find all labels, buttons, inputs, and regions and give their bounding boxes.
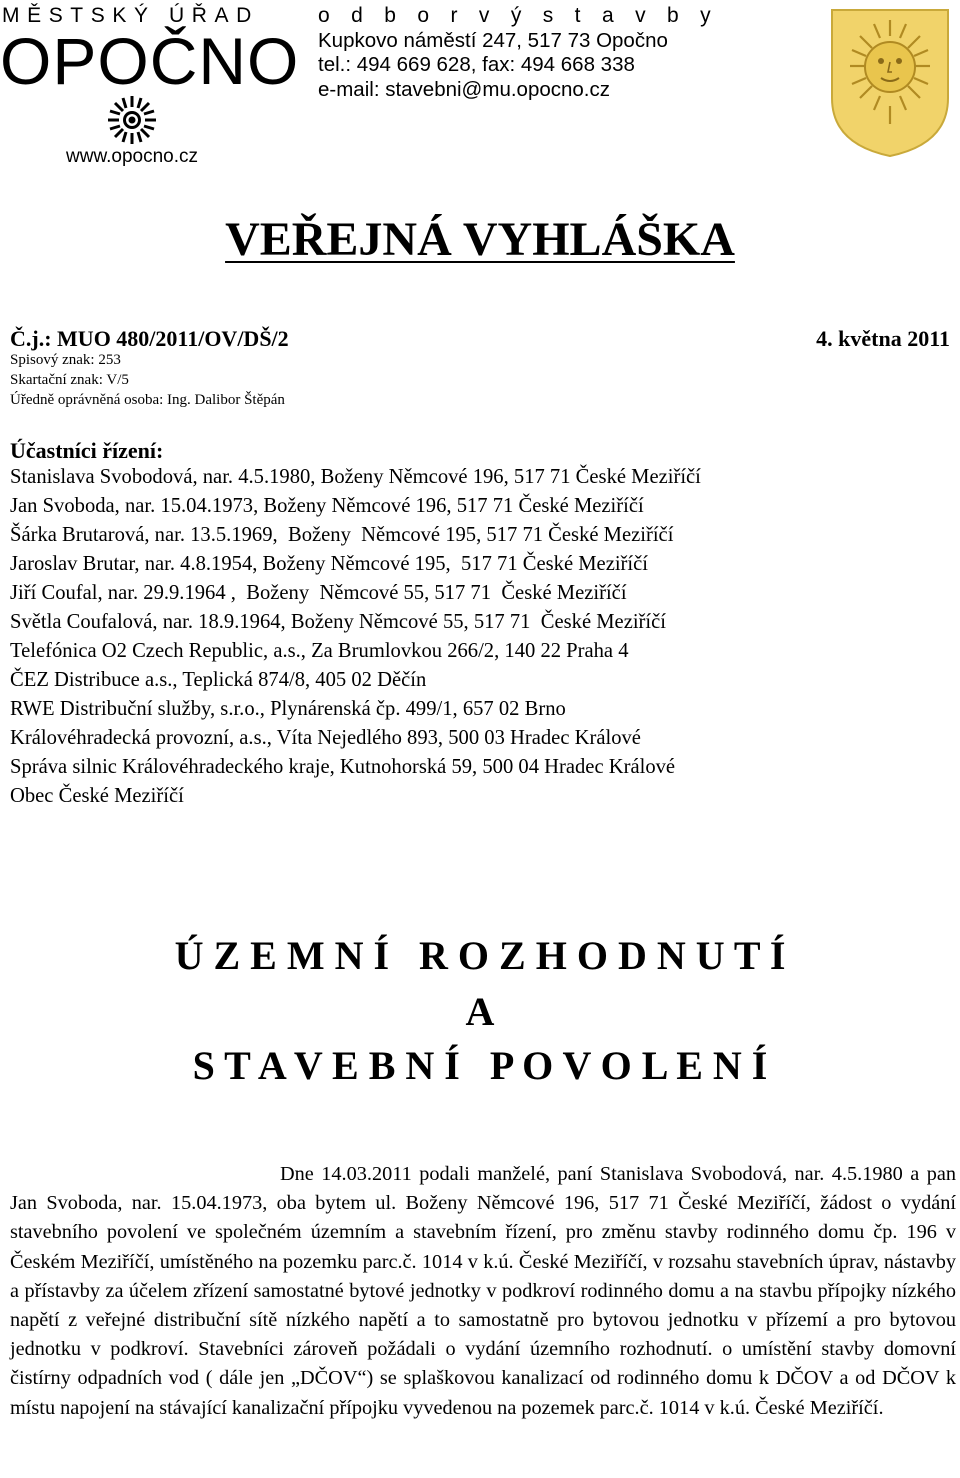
body-paragraph: Dne 14.03.2011 podali manželé, paní Stanislava Svobodová, nar. 4.5.1980 a pan Jan Svoboda, nar. 15.04.1973, oba bytem ul. Boženy Němcové 196, 517 71 České Meziříčí, žádost o vydání stavebního povolení ve společném územním a stavebním řízení, pro změnu stavby rodinného domu čp. 196 v Českém Meziříčí, umístěného na pozemku parc.č. 1014 v k.ú. České Meziříčí, v rozsahu stavebních úprav, nástavby a přístavby za účelem zřízení samostatné bytové jednotky v podkroví rodinného domu a na stavbu přípojky nízkého napětí z veřejné distribuční sítě nízkého napětí a to samostatně pro bytovou jednotku v přízemí a pro bytovou jednotku v podkroví. Stavebníci zároveň požádali o vydání územního rozhodnutí. o umístění stavby domovní čistírny odpadních vod ( dále jen „DČOV“) se splaškovou kanalizací od rodinného domu k DČOV a od DČOV k místu napojení na stávající kanalizační přípojku vyvedenou na pozemek parc.č. 1014 v k.ú. České Meziříčí. <box>10 1163 956 1419</box>
decision-title-line-1: Ú Z E M N Í R O Z H O D N U T Í <box>174 933 786 978</box>
participant-item: Telefónica O2 Czech Republic, a.s., Za Brumlovkou 266/2, 140 22 Praha 4 <box>10 640 629 662</box>
website-link[interactable]: www.opocno.cz <box>66 146 199 167</box>
coat-of-arms-icon <box>826 6 954 163</box>
decision-title-line-3: S T A V E B N Í P O V O L E N Í <box>192 1043 768 1088</box>
phone-fax: tel.: 494 669 628, fax: 494 668 338 <box>318 53 635 76</box>
email-address[interactable]: e-mail: stavebni@mu.opocno.cz <box>318 77 610 101</box>
office-name: MĚSTSKÝ ÚŘAD <box>2 4 259 27</box>
participant-item: Správa silnic Královéhradeckého kraje, Kutnohorská 59, 500 04 Hradec Králové <box>10 756 676 778</box>
document-title: VEŘEJNÁ VYHLÁŠKA <box>225 213 735 266</box>
participant-item: Světla Coufalová, nar. 18.9.1964, Boženy Němcové 55, 517 71 České Meziříčí <box>10 611 666 633</box>
participant-item: Obec České Meziříčí <box>10 785 184 807</box>
participant-item: Šárka Brutarová, nar. 13.5.1969, Boženy Němcové 195, 517 71 České Meziříčí <box>10 524 674 546</box>
department-name: o d b o r v ý s t a v b y <box>318 4 719 27</box>
office-address: Kupkovo náměstí 247, 517 73 Opočno <box>318 28 668 52</box>
file-mark: Spisový znak: 253 <box>10 352 121 368</box>
participant-item: RWE Distribuční služby, s.r.o., Plynárenská čp. 499/1, 657 02 Brno <box>10 698 566 720</box>
department-block <box>318 4 718 102</box>
participant-item: Jan Svoboda, nar. 15.04.1973, Boženy Němcové 196, 517 71 České Meziříčí <box>10 495 644 517</box>
decision-title-line-2: A <box>465 989 495 1034</box>
document-date: 4. května 2011 <box>816 326 950 351</box>
participant-item: Jiří Coufal, nar. 29.9.1964 , Boženy Němcové 55, 517 71 České Meziříčí <box>10 582 627 604</box>
participant-item: Královéhradecká provozní, a.s., Víta Nejedlého 893, 500 03 Hradec Králové <box>10 727 641 749</box>
shred-mark: Skartační znak: V/5 <box>10 372 129 388</box>
sun-emblem-icon <box>106 94 158 151</box>
town-name: OPOČNO <box>0 24 300 98</box>
participant-item: ČEZ Distribuce a.s., Teplická 874/8, 405 02 Děčín <box>10 669 427 691</box>
reference-number: Č.j.: MUO 480/2011/OV/DŠ/2 <box>10 326 289 351</box>
participant-item: Jaroslav Brutar, nar. 4.8.1954, Boženy Němcové 195, 517 71 České Meziříčí <box>10 553 649 575</box>
participant-item: Stanislava Svobodová, nar. 4.5.1980, Boženy Němcové 196, 517 71 České Meziříčí <box>10 466 701 488</box>
authorized-person: Úředně oprávněná osoba: Ing. Dalibor Štěpán <box>10 392 285 408</box>
participants-heading: Účastníci řízení: <box>10 438 164 463</box>
